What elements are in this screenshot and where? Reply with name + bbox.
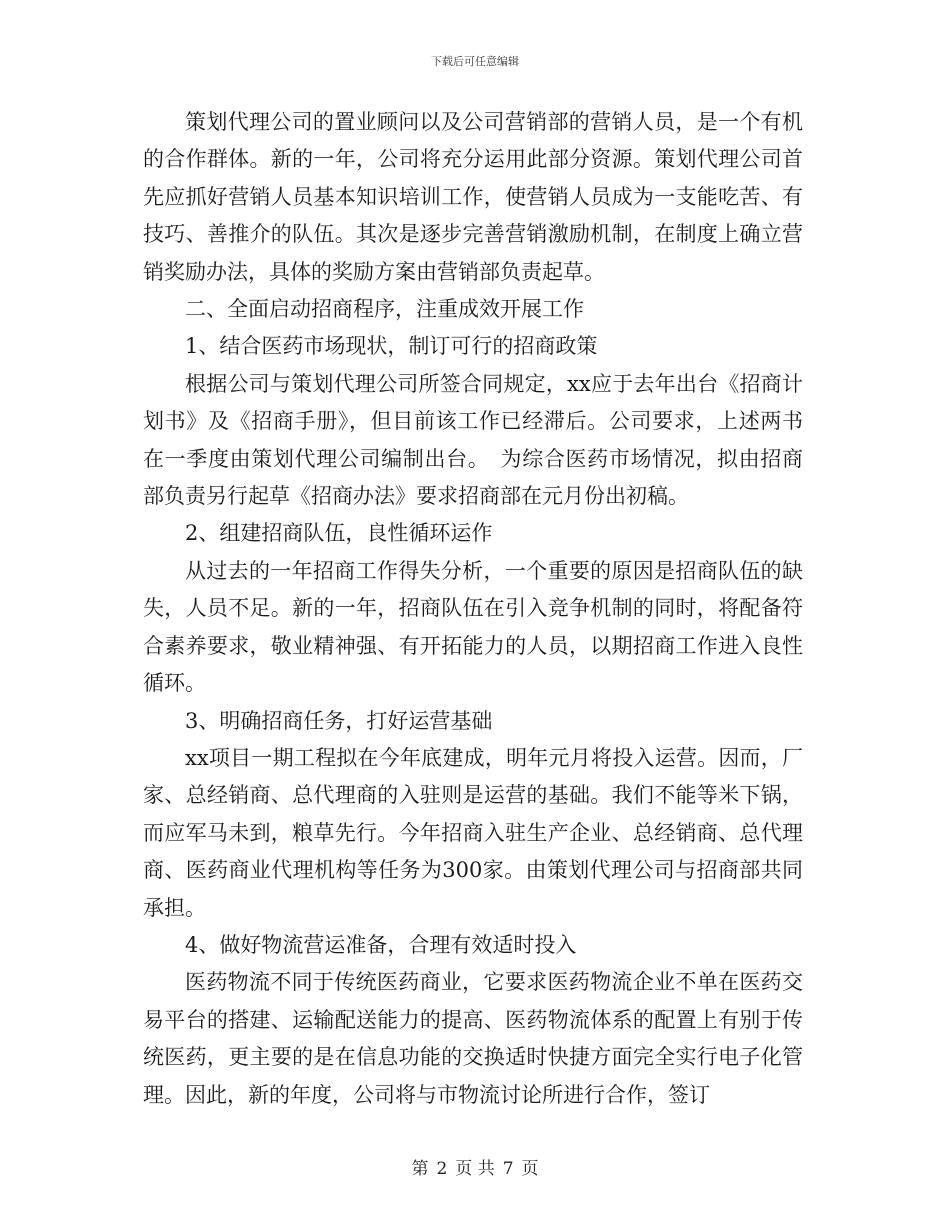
paragraph-2: 根据公司与策划代理公司所签合同规定，xx应于去年出台《招商计划书》及《招商手册》，但目前该工作已经滞后。公司要求，上述两书在一季度由策划代理公司编制出台。 为综合医药市场情况，拟由招商部负责另行起草《招商办法》要求招商部在元月份出初稿。 bbox=[143, 371, 803, 509]
document-body bbox=[143, 104, 803, 1114]
section-heading-2: 二、全面启动招商程序，注重成效开展工作 bbox=[185, 297, 584, 322]
header-text: 下载后可任意编辑 bbox=[431, 55, 519, 68]
subheading-2: 2、组建招商队伍，良性循环运作 bbox=[185, 521, 493, 546]
paragraph-5: 医药物流不同于传统医药商业，它要求医药物流企业不单在医药交易平台的搭建、运输配送能力的提高、医药物流体系的配置上有别于传统医药，更主要的是在信息功能的交换适时快捷方面完全实行电子化管理。因此，新的年度，公司将与市物流讨论所进行合作，签订 bbox=[143, 970, 803, 1107]
footer-total-pages: 7 bbox=[502, 1159, 514, 1179]
subheading-4: 4、做好物流营运准备，合理有效适时投入 bbox=[185, 932, 577, 957]
subheading-3: 3、明确招商任务，打好运营基础 bbox=[185, 708, 493, 733]
footer-suffix: 页 bbox=[521, 1159, 539, 1179]
paragraph-3: 从过去的一年招商工作得失分析，一个重要的原因是招商队伍的缺失，人员不足。新的一年，招商队伍在引入竞争机制的同时，将配备符合素养要求，敬业精神强、有开拓能力的人员，以期招商工作进入良性循环。 bbox=[143, 558, 803, 696]
paragraph-4: xx项目一期工程拟在今年底建成，明年元月将投入运营。因而，厂家、总经销商、总代理商的入驻则是运营的基础。我们不能等米下锅，而应军马未到，粮草先行。今年招商入驻生产企业、总经销商、总代理商、医药商业代理机构等任务为300家。由策划代理公司与招商部共同承担。 bbox=[143, 745, 803, 920]
page-header bbox=[0, 53, 950, 69]
subheading-1: 1、结合医药市场现状，制订可行的招商政策 bbox=[185, 334, 598, 359]
footer-mid: 页 共 bbox=[455, 1159, 495, 1179]
page-footer bbox=[0, 1154, 950, 1179]
footer-page-number: 2 bbox=[436, 1159, 448, 1179]
footer-prefix: 第 bbox=[411, 1159, 429, 1179]
paragraph-1: 策划代理公司的置业顾问以及公司营销部的营销人员，是一个有机的合作群体。新的一年，公司将充分运用此部分资源。策划代理公司首先应抓好营销人员基本知识培训工作，使营销人员成为一支能吃苦、有技巧、善推介的队伍。其次是逐步完善营销激励机制，在制度上确立营销奖励办法，具体的奖励方案由营销部负责起草。 bbox=[143, 110, 803, 284]
